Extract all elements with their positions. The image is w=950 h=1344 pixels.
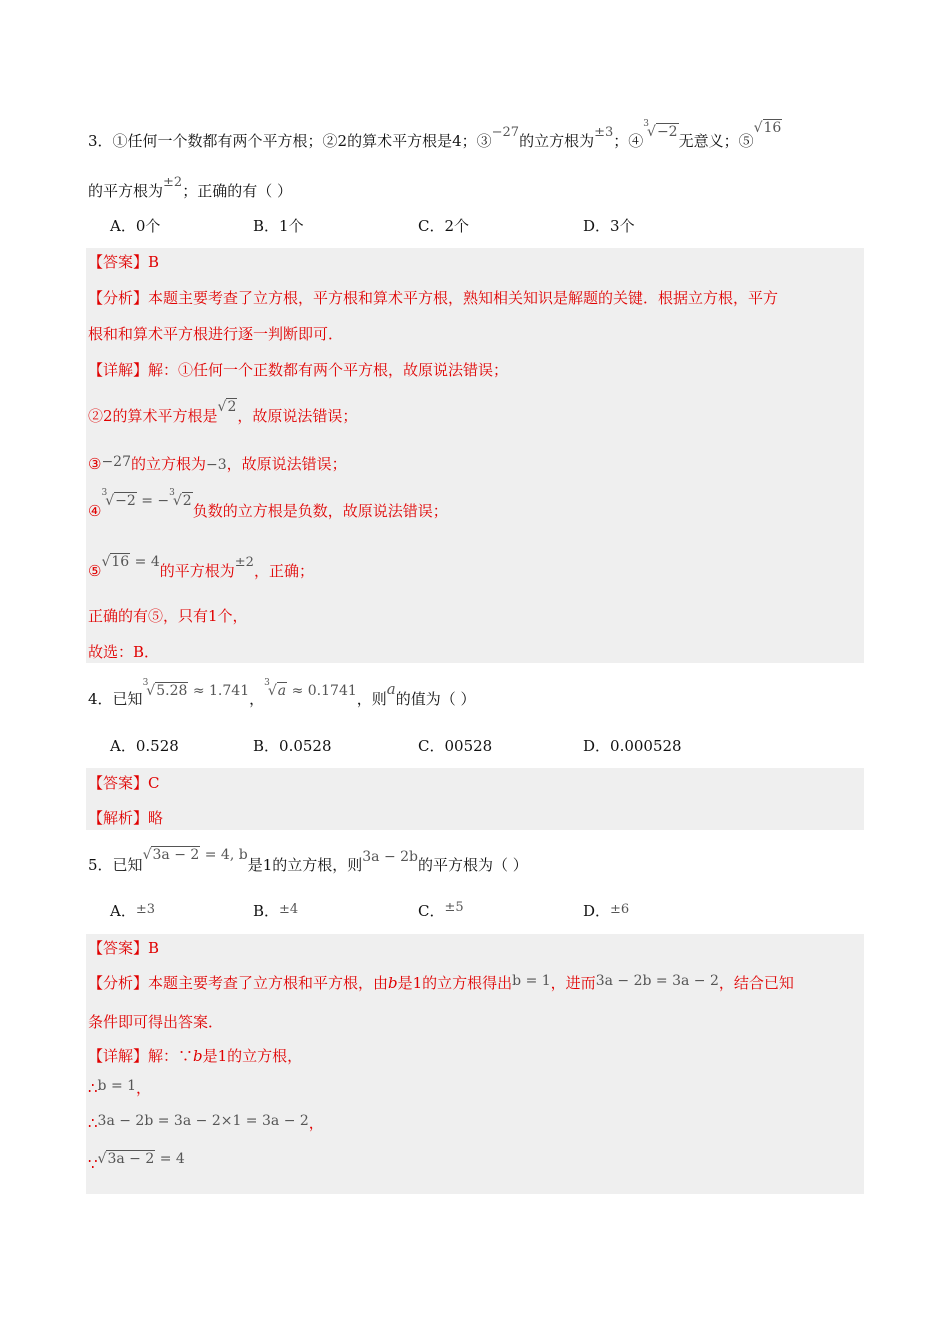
math-cbrt-528: $^3$√5.28 ≈ 1.741 — [142, 678, 250, 699]
q3-stem-line2: 的平方根为±2；正确的有（ ） — [88, 175, 292, 200]
q4-option-c: C．00528 — [418, 737, 493, 755]
q5-detail-line2: ∴b = 1， — [88, 1078, 152, 1097]
q5-stem: 5．已知√3a − 2 = 4, b是1的立方根，则3a − 2b的平方根为（ ） — [88, 847, 528, 874]
q4-option-d: D．0.000528 — [583, 737, 682, 755]
math-cbrt-neg2: $^3$√−2 — [643, 119, 678, 140]
math-cbrt-a: $^3$√a ≈ 0.1741 — [264, 678, 357, 699]
q5-answer: 【答案】B — [88, 939, 160, 957]
math-sqrt-3a-2: √3a − 2 = 4, b — [142, 847, 248, 863]
q5-option-a: A．±3 — [110, 902, 156, 920]
q4-analysis: 【解析】略 — [88, 809, 164, 827]
q4-stem: 4．已知$^3$√5.28 ≈ 1.741，$^3$√a ≈ 0.1741，则a的值为（ ） — [88, 678, 476, 708]
q4-number: 4． — [88, 690, 113, 708]
q3-analysis-line2: 根和和算术平方根进行逐一判断即可． — [88, 325, 344, 343]
q5-option-b: B．±4 — [253, 902, 299, 920]
q5-number: 5． — [88, 856, 113, 874]
q5-detail-line4: ∵√3a − 2 = 4 — [88, 1151, 185, 1173]
q3-detail-line2: ②2的算术平方根是√2，故原说法错误； — [88, 405, 357, 428]
q4-option-b: B．0.0528 — [253, 737, 332, 755]
q4-option-a: A．0.528 — [110, 737, 179, 755]
math-pm3: ±3 — [594, 125, 614, 140]
q3-option-d: D．3个 — [583, 217, 635, 235]
math-pm2: ±2 — [163, 175, 183, 190]
q4-solution-box — [86, 768, 864, 830]
q5-analysis-line1: 【分析】本题主要考查了立方根和平方根，由b是1的立方根得出b = 1，进而3a − 2b = 3a − 2，结合已知 — [88, 973, 794, 992]
q3-detail-line1: 【详解】解：①任何一个正数都有两个平方根，故原说法错误； — [88, 361, 509, 379]
q3-number: 3． — [88, 132, 113, 150]
q3-option-a: A．0个 — [110, 217, 161, 235]
q3-analysis-line1: 【分析】本题主要考查了立方根，平方根和算术平方根，熟知相关知识是解题的关键．根据立方根，平方 — [88, 289, 779, 307]
q5-option-d: D．±6 — [583, 902, 630, 920]
q4-answer: 【答案】C — [88, 774, 160, 792]
q5-detail-line1: 【详解】解：∵b是1的立方根， — [88, 1047, 303, 1065]
math-sqrt16: √16 — [753, 120, 782, 136]
math-sqrt2: √2 — [217, 399, 237, 415]
math-3a-2b: 3a − 2b — [362, 849, 418, 865]
q5-analysis-line2: 条件即可得出答案． — [88, 1013, 224, 1031]
q3-answer: 【答案】B — [88, 253, 160, 271]
q3-option-b: B．1个 — [253, 217, 304, 235]
q3-option-c: C．2个 — [418, 217, 470, 235]
q3-detail-line6: 正确的有⑤，只有1个， — [88, 607, 248, 625]
q3-detail-line5: ⑤√16 = 4的平方根为±2，正确； — [88, 554, 314, 580]
q5-detail-line3: ∴3a − 2b = 3a − 2×1 = 3a − 2， — [88, 1113, 324, 1132]
math-neg27: −27 — [491, 125, 520, 140]
q3-detail-line4: ④$^3$√−2 = −$^3$√2负数的立方根是负数，故原说法错误； — [88, 488, 448, 520]
q3-detail-line7: 故选：B． — [88, 643, 160, 661]
q5-option-c: C．±5 — [418, 900, 464, 920]
q3-stem-line1: 3．①任何一个数都有两个平方根；②2的算术平方根是4；③−27的立方根为±3；④$^3$√−2无意义；⑤√16 — [88, 119, 782, 150]
q3-detail-line3: ③−27的立方根为−3，故原说法错误； — [88, 454, 347, 473]
